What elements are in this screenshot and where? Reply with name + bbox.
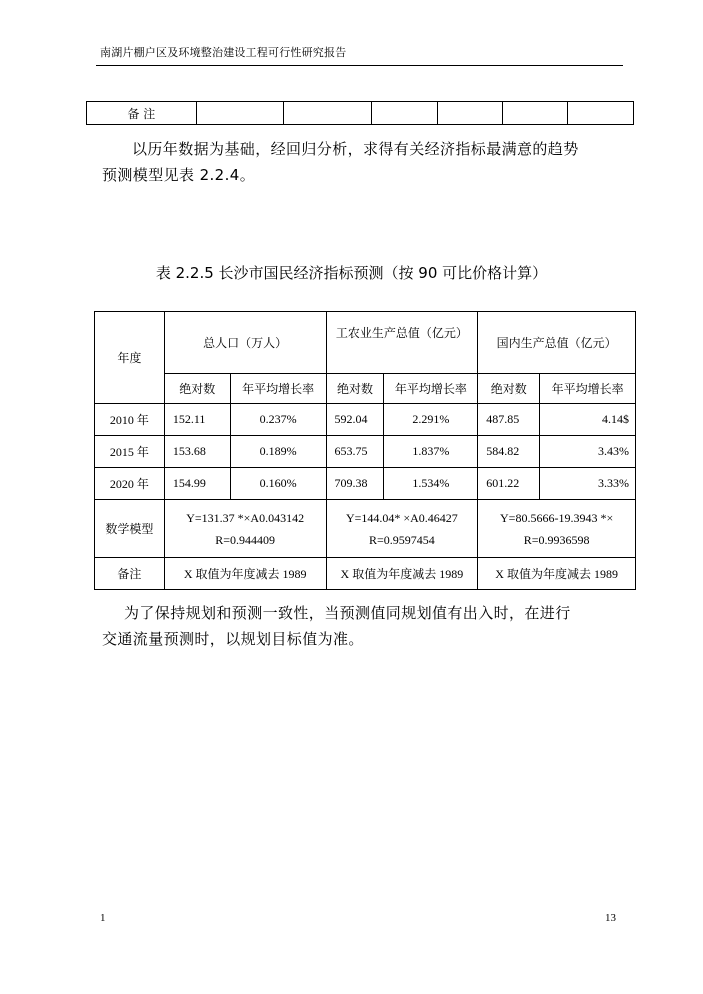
- table-cell: [372, 102, 437, 125]
- paragraph-intro: [102, 136, 579, 188]
- header-rule: [96, 65, 623, 66]
- year-cell: 2020 年: [95, 468, 165, 500]
- table-cell: [503, 102, 568, 125]
- model-formula: Y=144.04* ×A0.46427: [345, 510, 458, 525]
- sub-header: 绝对数: [478, 374, 540, 404]
- table-cell: 584.82: [478, 436, 540, 468]
- model-r: R=0.9597454: [368, 532, 435, 547]
- table-row: [95, 500, 636, 558]
- year-cell: 2010 年: [95, 404, 165, 436]
- paragraph-line: 预测模型见表 2.2.4。: [102, 166, 256, 184]
- table-row: [95, 312, 636, 374]
- group-header: 工农业生产总值（亿元）: [326, 312, 478, 374]
- remarks-label: 备 注: [87, 102, 197, 125]
- paragraph-line: 为了保持规划和预测一致性，当预测值同规划值有出入时，在进行: [124, 604, 571, 622]
- model-r: R=0.944409: [215, 532, 276, 547]
- page-number: 13: [605, 912, 616, 924]
- table-caption: 表 2.2.5 长沙市国民经济指标预测（按 90 可比价格计算）: [155, 264, 548, 282]
- table-cell: 653.75: [326, 436, 384, 468]
- table-row: [95, 374, 636, 404]
- table-cell: [568, 102, 634, 125]
- model-r: R=0.9936598: [523, 532, 590, 547]
- paragraph-line: 交通流量预测时，以规划目标值为准。: [102, 630, 364, 648]
- model-formula: Y=131.37 *×A0.043142: [186, 510, 305, 525]
- note-cell: X 取值为年度减去 1989: [164, 558, 326, 590]
- table-cell: 4.14$: [540, 404, 636, 436]
- sub-header: 年平均增长率: [540, 374, 636, 404]
- table-row: [95, 558, 636, 590]
- model-label: 数学模型: [95, 500, 165, 558]
- note-cell: X 取值为年度减去 1989: [326, 558, 478, 590]
- table-cell: 1.534%: [384, 468, 478, 500]
- table-cell: 154.99: [164, 468, 230, 500]
- note-cell: X 取值为年度减去 1989: [478, 558, 636, 590]
- table-row: [95, 436, 636, 468]
- table-cell: 152.11: [164, 404, 230, 436]
- paragraph-conclusion: [102, 600, 571, 652]
- model-cell: [478, 500, 636, 558]
- model-formula: Y=80.5666-19.3943 *×: [500, 510, 614, 525]
- year-cell: 2015 年: [95, 436, 165, 468]
- table-cell: 601.22: [478, 468, 540, 500]
- table-cell: 3.43%: [540, 436, 636, 468]
- footer-left: 1: [100, 912, 106, 924]
- table-cell: 592.04: [326, 404, 384, 436]
- group-header: 国内生产总值（亿元）: [478, 312, 636, 374]
- sub-header: 年平均增长率: [384, 374, 478, 404]
- table-cell: 0.237%: [230, 404, 326, 436]
- model-cell: [164, 500, 326, 558]
- table-row: [95, 404, 636, 436]
- table-cell: 153.68: [164, 436, 230, 468]
- table-cell: 0.160%: [230, 468, 326, 500]
- table-row: [87, 102, 634, 125]
- paragraph-line: 以历年数据为基础，经回归分析，求得有关经济指标最满意的趋势: [132, 140, 579, 158]
- table-cell: 709.38: [326, 468, 384, 500]
- table-cell: [196, 102, 284, 125]
- table-cell: 487.85: [478, 404, 540, 436]
- note-label: 备注: [95, 558, 165, 590]
- table-cell: 1.837%: [384, 436, 478, 468]
- sub-header: 绝对数: [164, 374, 230, 404]
- table-cell: [437, 102, 502, 125]
- top-remarks-table: [86, 101, 634, 125]
- header-title: 南湖片棚户区及环境整治建设工程可行性研究报告: [100, 46, 347, 59]
- year-header: 年度: [95, 312, 165, 404]
- sub-header: 年平均增长率: [230, 374, 326, 404]
- economic-forecast-table: [94, 311, 636, 590]
- model-cell: [326, 500, 478, 558]
- group-header: 总人口（万人）: [164, 312, 326, 374]
- table-cell: 3.33%: [540, 468, 636, 500]
- table-cell: 2.291%: [384, 404, 478, 436]
- table-cell: [284, 102, 372, 125]
- sub-header: 绝对数: [326, 374, 384, 404]
- table-row: [95, 468, 636, 500]
- table-cell: 0.189%: [230, 436, 326, 468]
